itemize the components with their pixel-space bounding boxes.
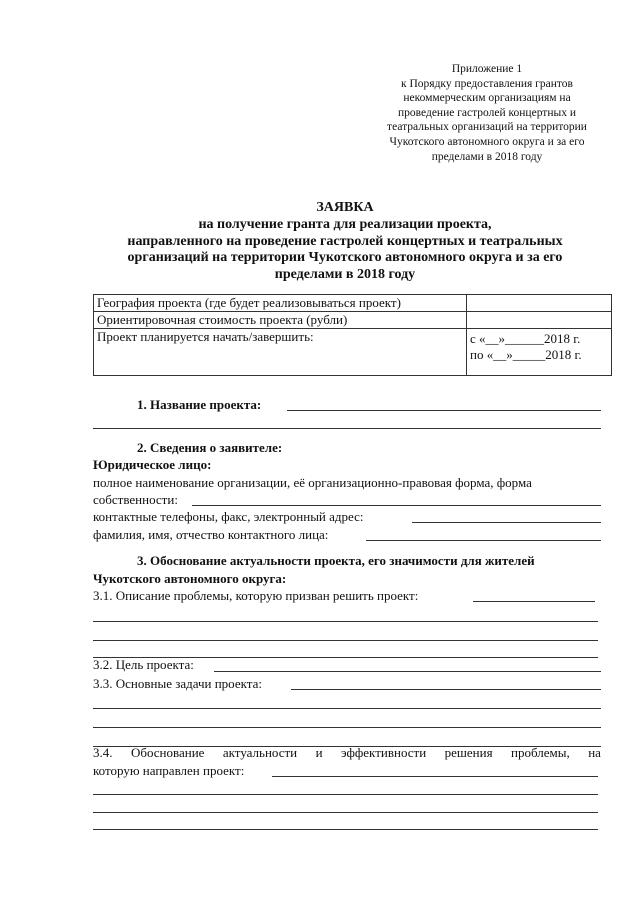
- p32-field[interactable]: [214, 671, 601, 672]
- p31-field-line2[interactable]: [93, 621, 598, 622]
- p33-field-line3[interactable]: [93, 727, 601, 728]
- p34-field-line2[interactable]: [93, 794, 598, 795]
- start-date: с «__»______2018 г.: [470, 331, 581, 346]
- p34-word: актуальности: [222, 745, 298, 760]
- p34-label: [93, 745, 601, 761]
- appendix-line: проведение гастролей концертных и: [398, 106, 576, 119]
- p34-word: и: [315, 745, 323, 760]
- appendix-line: некоммерческим организациям на: [403, 92, 571, 105]
- project-name-field[interactable]: [287, 410, 601, 411]
- title-line: пределами в 2018 году: [274, 267, 416, 283]
- title-line: на получение гранта для реализации проекта,: [198, 216, 492, 232]
- table-row: [94, 329, 612, 376]
- p34-word: Обоснование: [130, 745, 205, 760]
- legal-entity-label: Юридическое лицо:: [93, 457, 212, 472]
- p34-field-line4[interactable]: [93, 829, 598, 830]
- section2-label: 2. Сведения о заявителе:: [137, 440, 283, 455]
- cost-value-cell[interactable]: [467, 312, 612, 329]
- section3-label-cont: Чукотского автономного округа:: [93, 571, 287, 586]
- p34-field-line3[interactable]: [93, 812, 598, 813]
- cost-label: Ориентировочная стоимость проекта (рубли): [94, 312, 467, 329]
- contact-person-field[interactable]: [366, 540, 601, 541]
- appendix-line: театральных организаций на территории: [387, 121, 587, 134]
- appendix-line: к Порядку предоставления грантов: [401, 77, 573, 90]
- org-name-field[interactable]: [192, 505, 601, 506]
- p33-field[interactable]: [291, 689, 601, 690]
- p34-word: 3.4.: [93, 745, 113, 760]
- document-title: [70, 200, 620, 284]
- title-line: направленного на проведение гастролей концертных и театральных: [127, 233, 563, 249]
- org-name-label: полное наименование организации, её организационно-правовая форма, форма: [93, 475, 532, 490]
- section3-label: 3. Обоснование актуальности проекта, его значимости для жителей: [137, 553, 535, 568]
- p31-field-line3[interactable]: [93, 640, 598, 641]
- contacts-field[interactable]: [412, 522, 601, 523]
- start-end-value-cell[interactable]: [467, 329, 612, 376]
- table-row: [94, 295, 612, 312]
- p34-label-cont: которую направлен проект:: [93, 763, 245, 778]
- org-ownership-label: собственности:: [93, 492, 178, 507]
- p31-label: 3.1. Описание проблемы, которую призван решить проект:: [93, 588, 419, 603]
- p33-label: 3.3. Основные задачи проекта:: [93, 676, 262, 691]
- appendix-note: [352, 62, 622, 164]
- p31-field[interactable]: [473, 601, 595, 602]
- p34-word: решения: [444, 745, 493, 760]
- start-end-label: Проект планируется начать/завершить:: [94, 329, 467, 376]
- p34-word: на: [588, 745, 601, 760]
- appendix-line: Чукотского автономного округа и за его: [389, 135, 585, 148]
- geography-label: География проекта (где будет реализовываться проект): [94, 295, 467, 312]
- contacts-label: контактные телефоны, факс, электронный адрес:: [93, 509, 364, 524]
- title-heading: ЗАЯВКА: [316, 200, 374, 215]
- p34-word: проблемы,: [511, 745, 570, 760]
- appendix-line: пределами в 2018 году: [431, 150, 543, 163]
- table-row: [94, 312, 612, 329]
- p32-label: 3.2. Цель проекта:: [93, 657, 194, 672]
- contact-person-label: фамилия, имя, отчество контактного лица:: [93, 527, 329, 542]
- p34-word: эффективности: [341, 745, 427, 760]
- end-date: по «__»_____2018 г.: [470, 347, 582, 362]
- appendix-line: Приложение 1: [451, 63, 523, 75]
- p34-field[interactable]: [272, 776, 598, 777]
- geography-value-cell[interactable]: [467, 295, 612, 312]
- p33-field-line2[interactable]: [93, 708, 601, 709]
- title-line: организаций на территории Чукотского автономного округа и за его: [127, 250, 563, 266]
- section1-label: 1. Название проекта:: [137, 397, 262, 412]
- project-name-field-line2[interactable]: [93, 428, 601, 429]
- project-info-table: [93, 294, 612, 376]
